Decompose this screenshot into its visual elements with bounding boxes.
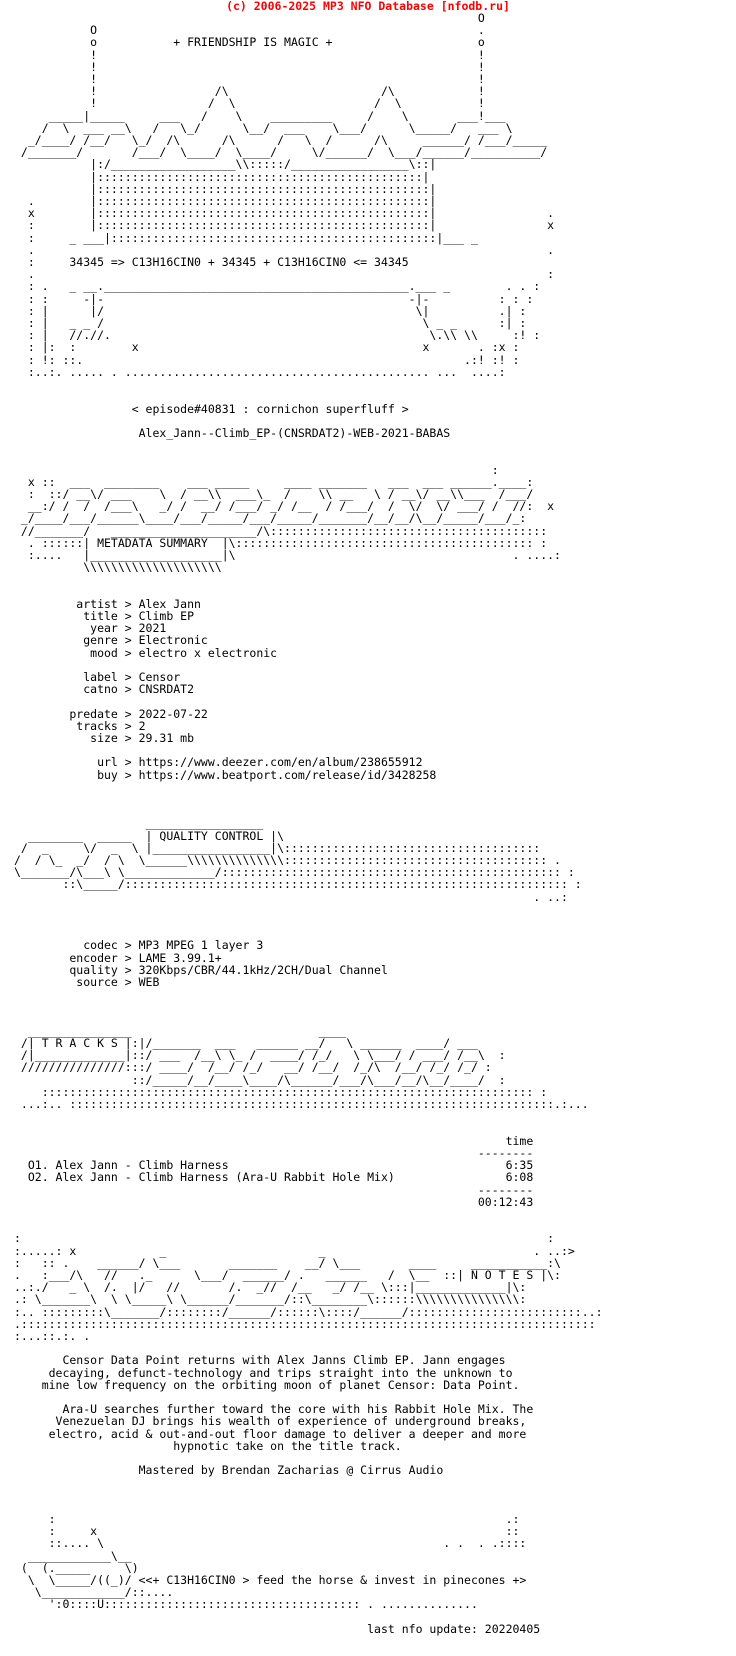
nfo-line: ///////////////:::/ ____/ /__/ /_/ __/ /__/ /_/\ /__/ /_/ /_/ : <box>14 1060 492 1075</box>
nfo-line: : _ ___|:::::::::::::::::::::::::::::::::::::::::::::::|___ _ <box>14 230 478 245</box>
nfo-line: O2. Alex Jann - Climb Harness (Ara-U Rabbit Hole Mix) 6:08 <box>14 1170 534 1185</box>
nfo-line: / _ \/ _ \ |_________________|\::::::::::::::::::::::::::::::::::::: <box>14 840 541 855</box>
nfo-line: hypnotic take on the title track. <box>14 1438 402 1453</box>
nfo-line: / \ ___ __\ / \_/ \__/ ___ \___/ \_____/ ___ \ <box>14 120 513 135</box>
nfo-line: ':0::::U::::::::::::::::::::::::::::::::::::: . .............. <box>14 1597 478 1612</box>
nfo-line: : !: ::. .:! :! : <box>14 352 520 367</box>
nfo-line: : |::::::::::::::::::::::::::::::::::::::::::::::::| x <box>14 218 555 233</box>
nfo-line: ::::::::::::::::::::::::::::::::::::::::::::::::::::::::::::::::::::::: : <box>14 1084 548 1099</box>
nfo-line: : .: <box>14 1511 520 1526</box>
nfo-line: Venezuelan DJ brings his wealth of experience of underground breaks, <box>14 1414 527 1429</box>
nfo-line: x :: ___ ________ ___ _____ ____ _______ ___ ___ ______.____: <box>14 474 534 489</box>
nfo-line: encoder > LAME 3.99.1+ <box>14 950 222 965</box>
nfo-line: : <box>14 462 499 477</box>
nfo-line: quality > 320Kbps/CBR/44.1kHz/2CH/Dual Channel <box>14 962 388 977</box>
nfo-line: __:/ / / /___\ _/ / __/ /___/ _/ /__ / /___/ / \/ \/ ___/ / //: x <box>14 499 555 514</box>
nfo-line: predate > 2022-07-22 <box>14 706 208 721</box>
nfo-line: ! /\ /\ ! <box>14 84 485 99</box>
nfodb-header-link[interactable]: (c) 2006-2025 MP3 NFO Database [nfodb.ru] <box>226 0 510 13</box>
nfo-line: Alex_Jann--Climb_EP-(CNSRDAT2)-WEB-2021-BABAS <box>14 425 451 440</box>
nfo-line: buy > https://www.beatport.com/release/id/3428258 <box>14 767 437 782</box>
nfo-line: :.....: x _ _ . ..:> <box>14 1243 575 1258</box>
nfo-line: title > Climb EP <box>14 608 195 623</box>
nfo-line: ____________\__ <box>14 1548 132 1563</box>
nfo-line: : . _ __.____________________________________________.___ _ . . : <box>14 279 541 294</box>
nfo-line: O1. Alex Jann - Climb Harness 6:35 <box>14 1158 534 1173</box>
nfo-line: 00:12:43 <box>14 1194 534 1209</box>
nfo-line: Mastered by Brendan Zacharias @ Cirrus Audio <box>14 1463 444 1478</box>
nfo-line: : : <box>14 1231 555 1246</box>
nfo-line: .::::::::::::::::::::::::::::::::::::::::::::::::::::::::::::::::::::::::::::::::::: <box>14 1316 596 1331</box>
nfo-line: ! ! <box>14 47 485 62</box>
nfo-line: . . <box>14 242 555 257</box>
nfo-line: \_______/\___\ \_____________/::::::::::::::::::::::::::::::::::::::::::::::::: : <box>14 865 575 880</box>
nfo-line: Ara-U searches further toward the core with his Rabbit Hole Mix. The <box>14 1402 534 1417</box>
nfo-line: ( (._____ \) <box>14 1560 139 1575</box>
nfo-line: _/____/ /__/ \_/ /\ /\ / \ / /\ ______/ /___/_____ <box>14 133 548 148</box>
nfo-line: : x :: <box>14 1524 520 1539</box>
nfo-line: _______________ ____ <box>14 1023 347 1038</box>
nfo-line: last nfo update: 20220405 <box>14 1621 541 1636</box>
nfo-line: . : <box>14 267 555 282</box>
nfo-line: :...::.:. . <box>14 1328 91 1343</box>
nfo-line: ________ _____ | QUALITY CONTROL |\ <box>14 828 285 843</box>
nfo-line: . ..: <box>14 889 568 904</box>
nfo-line: : ::/ __\/ ___ \ / __\\ ___\_ / \\ __ \ / __\/ __\\___ /___/ <box>14 486 534 501</box>
nfo-line: . |::::::::::::::::::::::::::::::::::::::::::::::::| <box>14 194 437 209</box>
nfo-line: x |::::::::::::::::::::::::::::::::::::::::::::::::| . <box>14 206 555 221</box>
nfo-line: mood > electro x electronic <box>14 645 278 660</box>
nfo-line: : : -|- -|- : : : <box>14 291 534 306</box>
nfo-line: \ \_____/((_)/ <<+ C13H16CIN0 > feed the horse & invest in pinecones +> <box>14 1573 527 1587</box>
nfo-line: :..:. ..... . ............................................ ... ....: <box>14 364 506 379</box>
nfo-line: ::/_____/__/____\____/\______/___/\___/__/\__/____/ : <box>14 1072 506 1087</box>
nfo-line: //_______/ _____________________/\:::::::::::::::::::::::::::::::::::::::: <box>14 523 548 538</box>
nfo-line: _________________ <box>14 816 264 831</box>
nfo-line: : |: : x x . :x : <box>14 340 520 355</box>
nfo-line: O . <box>14 23 485 38</box>
nfo-line: ::\_____/:::::::::::::::::::::::::::::::::::::::::::::::::::::::::::::::: : <box>14 877 582 892</box>
nfo-line: size > 29.31 mb <box>14 730 195 745</box>
nfo-line: |:/__________________\\:::::/_________________\::| <box>14 157 437 172</box>
nfo-line: . ::::::| METADATA SUMMARY |\::::::::::::::::::::::::::::::::::::::::::: : <box>14 535 548 550</box>
nfo-line: artist > Alex Jann <box>14 596 201 611</box>
nfo-line: ! ! <box>14 72 485 87</box>
nfo-line: _/____/___/______\____/___/_____/___/_____/_______/__/__/\__/_____/___/_: <box>14 511 527 526</box>
nfo-line: mine low frequency on the orbiting moon of planet Censor: Data Point. <box>14 1377 520 1392</box>
nfo-line: year > 2021 <box>14 621 167 636</box>
nfo-line: electro, acid & out-and-out floor damage to deliver a deeper and more <box>14 1426 527 1441</box>
nfo-line: ...:.. ::::::::::::::::::::::::::::::::::::::::::::::::::::::::::::::::::::::.:... <box>14 1097 589 1112</box>
nfo-line: :.... |___________________|\ . ....: <box>14 547 561 562</box>
nfo-text-body <box>14 12 603 1635</box>
nfo-line: ::.... \ . . . .:::: <box>14 1536 527 1551</box>
nfo-line: ..:./ _ \ /. |/ // /. _// /__ _/ /__ \:::|_____________|\: <box>14 1280 527 1295</box>
nfo-line: decaying, defunct-technology and trips straight into the unknown to <box>14 1365 513 1380</box>
nfo-line: : | _ _ / \ _ _ :| : <box>14 316 527 331</box>
nfo-line: O <box>14 11 485 25</box>
nfo-line: label > Censor <box>14 669 181 684</box>
nfo-line: source > WEB <box>14 975 160 990</box>
nfo-line: genre > Electronic <box>14 633 208 648</box>
nfo-line: /|_____________|::/ ___ /__\ \_ / ____/ /_/ \ \___/ / ___/ /__\ : <box>14 1048 506 1063</box>
nfo-line: \\\\\\\\\\\\\\\\\\\\ <box>14 560 222 575</box>
nfo-line: : | |/ \| .| : <box>14 303 527 318</box>
nfo-line: _____|_____ ___ / \ _________ / \ ___!___ <box>14 108 506 123</box>
nfo-line: |:::::::::::::::::::::::::::::::::::::::::::::::| <box>14 169 430 184</box>
nfo-line: < episode#40831 : cornichon superfluff > <box>14 401 409 416</box>
nfo-line: o + FRIENDSHIP IS MAGIC + o <box>14 35 485 50</box>
nfo-line: / / \_ _/ / \ \______\\\\\\\\\\\\\\:::::::::::::::::::::::::::::::::::::: . <box>14 853 561 868</box>
nfo-line: /_______/ /___/ \____/ \____/ \/______/ \___/______/__________/ <box>14 145 548 160</box>
nfo-line: .: \_______\ \ \_____\ \______/_______/::\________\::::::\\\\\\\\\\\\\\\: <box>14 1292 527 1307</box>
nfo-line: ! / \ / \ ! <box>14 96 485 111</box>
nfo-line: \____________/::.... <box>14 1585 174 1600</box>
nfo-line: : | //.//. \.\\ \\ :! : <box>14 328 541 343</box>
nfo-line: url > https://www.deezer.com/en/album/238655912 <box>14 755 423 770</box>
nfo-line: :.. :::::::::\_______/::::::::/______/::::::\::::/______/:::::::::::::::::::::::::..: <box>14 1304 603 1319</box>
nfo-line: tracks > 2 <box>14 718 146 733</box>
nfo-line: : :: . ______/ \___ _______ __/ \___ ____ ___________:\ <box>14 1255 561 1270</box>
nfo-line: codec > MP3 MPEG 1 layer 3 <box>14 938 264 953</box>
nfo-line: time <box>14 1133 534 1148</box>
nfo-line: . :___/\ // ._ \___/ ______/ . ______ / \__ ::| N O T E S |\: <box>14 1267 561 1282</box>
nfo-line: ! ! <box>14 59 485 74</box>
nfo-line: -------- <box>14 1182 534 1197</box>
nfo-line: /| T R A C K S |:|/_______ ___ ______ __/ \ ______ ____/ ___ <box>14 1036 478 1051</box>
nfo-line: |::::::::::::::::::::::::::::::::::::::::::::::::| <box>14 181 437 196</box>
nfo-line: catno > CNSRDAT2 <box>14 682 195 697</box>
nfo-line: : 34345 => C13H16CIN0 + 34345 + C13H16CIN0 <= 34345 <box>14 255 409 270</box>
nfo-line: Censor Data Point returns with Alex Janns Climb EP. Jann engages <box>14 1353 506 1368</box>
nfo-line: -------- <box>14 1145 534 1160</box>
